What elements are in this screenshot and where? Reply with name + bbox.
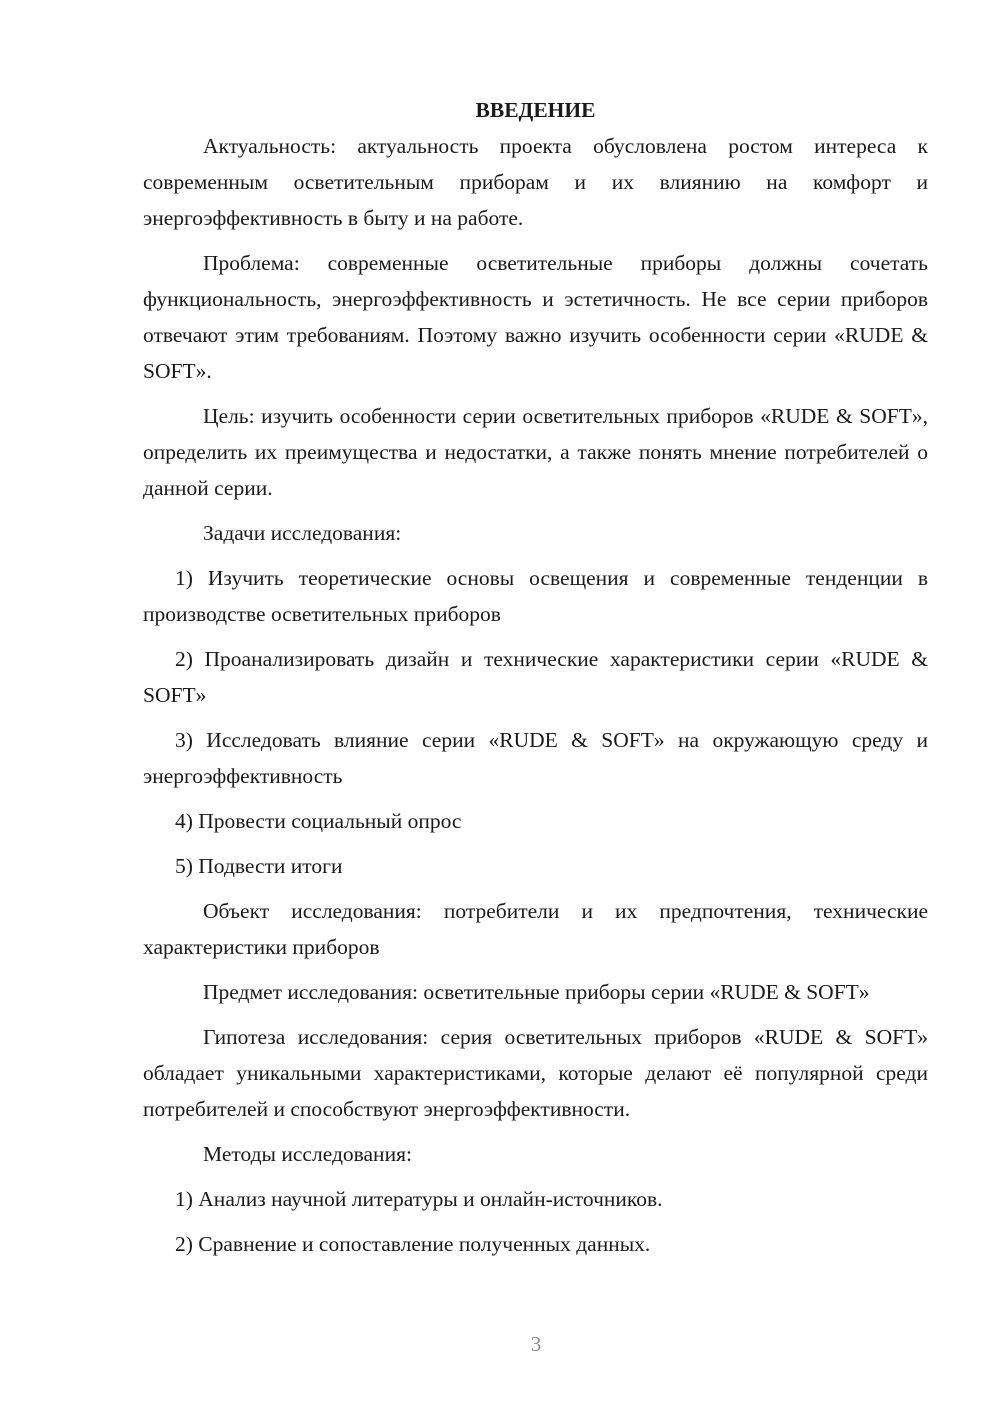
task-item: 3) Исследовать влияние серии «RUDE & SOFT» на окружающую среду и энергоэффективность bbox=[143, 728, 928, 788]
object-paragraph: Объект исследования: потребители и их предпочтения, технические характеристики приборов bbox=[143, 899, 928, 959]
subject-paragraph: Предмет исследования: осветительные приборы серии «RUDE & SOFT» bbox=[203, 980, 870, 1004]
hypothesis-paragraph: Гипотеза исследования: серия осветительных приборов «RUDE & SOFT» обладает уникальными характеристиками, которые делают её популярной среди потребителей и способствуют энергоэффективности. bbox=[143, 1025, 928, 1121]
task-item: 5) Подвести итоги bbox=[175, 854, 343, 878]
goal-paragraph: Цель: изучить особенности серии осветительных приборов «RUDE & SOFT», определить их преимущества и недостатки, а также понять мнение потребителей о данной серии. bbox=[143, 404, 928, 500]
method-item: 2) Сравнение и сопоставление полученных данных. bbox=[175, 1232, 651, 1256]
task-item: 4) Провести социальный опрос bbox=[175, 809, 462, 833]
task-item: 2) Проанализировать дизайн и технические характеристики серии «RUDE & SOFT» bbox=[143, 647, 928, 707]
method-item: 1) Анализ научной литературы и онлайн-источников. bbox=[175, 1187, 663, 1211]
methods-heading: Методы исследования: bbox=[203, 1142, 412, 1166]
page-number: 3 bbox=[530, 1332, 542, 1356]
relevance-paragraph: Актуальность: актуальность проекта обусловлена ростом интереса к современным осветительным приборам и их влиянию на комфорт и энергоэффективность в быту и на работе. bbox=[143, 134, 928, 230]
problem-paragraph: Проблема: современные осветительные приборы должны сочетать функциональность, энергоэффективность и эстетичность. Не все серии приборов отвечают этим требованиям. Поэтому важно изучить особенности серии «RUDE & SOFT». bbox=[143, 251, 928, 383]
tasks-heading: Задачи исследования: bbox=[203, 521, 402, 545]
document-page bbox=[143, 92, 928, 1271]
section-title: ВВЕДЕНИЕ bbox=[475, 98, 596, 122]
task-item: 1) Изучить теоретические основы освещения и современные тенденции в производстве осветительных приборов bbox=[143, 566, 928, 626]
